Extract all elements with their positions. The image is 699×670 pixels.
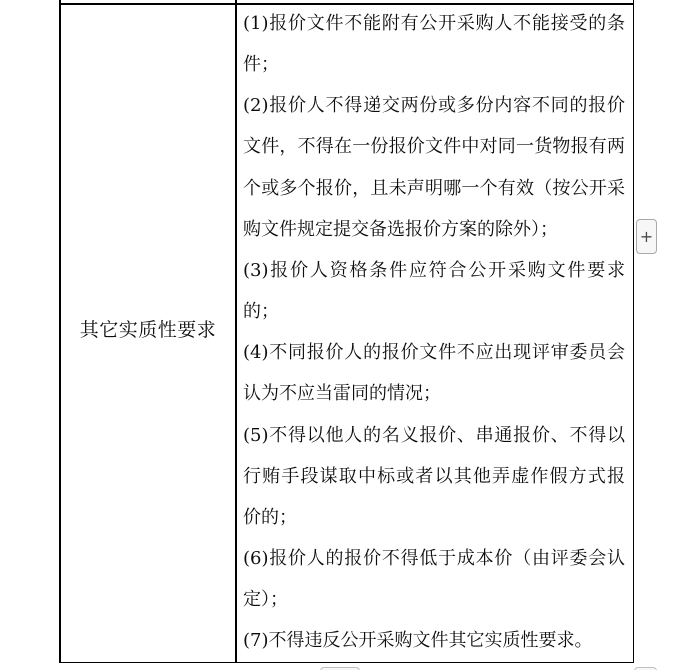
table-content-cell <box>237 3 632 662</box>
requirement-line: (5)不得以他人的名义报价、串通报价、不得以 <box>243 424 625 446</box>
requirement-line: (4)不同报价人的报价文件不应出现评审委员会 <box>243 342 625 364</box>
plus-icon: + <box>639 227 654 246</box>
plus-button[interactable] <box>636 219 657 254</box>
requirement-line: (1)报价文件不能附有公开采购人不能接受的条 <box>243 13 625 34</box>
requirement-line: 认为不应当雷同的情况； <box>243 383 441 405</box>
bottom-right-button-partial[interactable] <box>634 667 657 670</box>
requirement-line: 文件，不得在一份报价文件中对同一货物报有两 <box>243 136 625 158</box>
table-border-right <box>633 0 635 663</box>
requirement-line: (6)报价人的报价不得低于成本价（由评委会认 <box>243 548 625 570</box>
requirement-line: 件； <box>243 54 279 76</box>
row-label: 其它实质性要求 <box>79 319 217 341</box>
requirement-line: 的； <box>243 301 279 323</box>
requirement-line: 购文件规定提交备选报价方案的除外）； <box>243 218 558 240</box>
requirement-line: 定）； <box>243 589 288 611</box>
requirement-line: (2)报价人不得递交两份或多份内容不同的报价 <box>243 95 625 117</box>
requirement-line: 个或多个报价，且未声明哪一个有效（按公开采 <box>243 177 625 199</box>
table-row-header-cell <box>61 4 235 661</box>
requirement-line: (7)不得违反公开采购文件其它实质性要求。 <box>243 630 593 652</box>
requirement-line: 行贿手段谋取中标或者以其他弄虚作假方式报 <box>243 465 625 487</box>
requirement-line: (3)报价人资格条件应符合公开采购文件要求 <box>243 259 625 281</box>
requirement-line: 价的； <box>243 506 297 528</box>
